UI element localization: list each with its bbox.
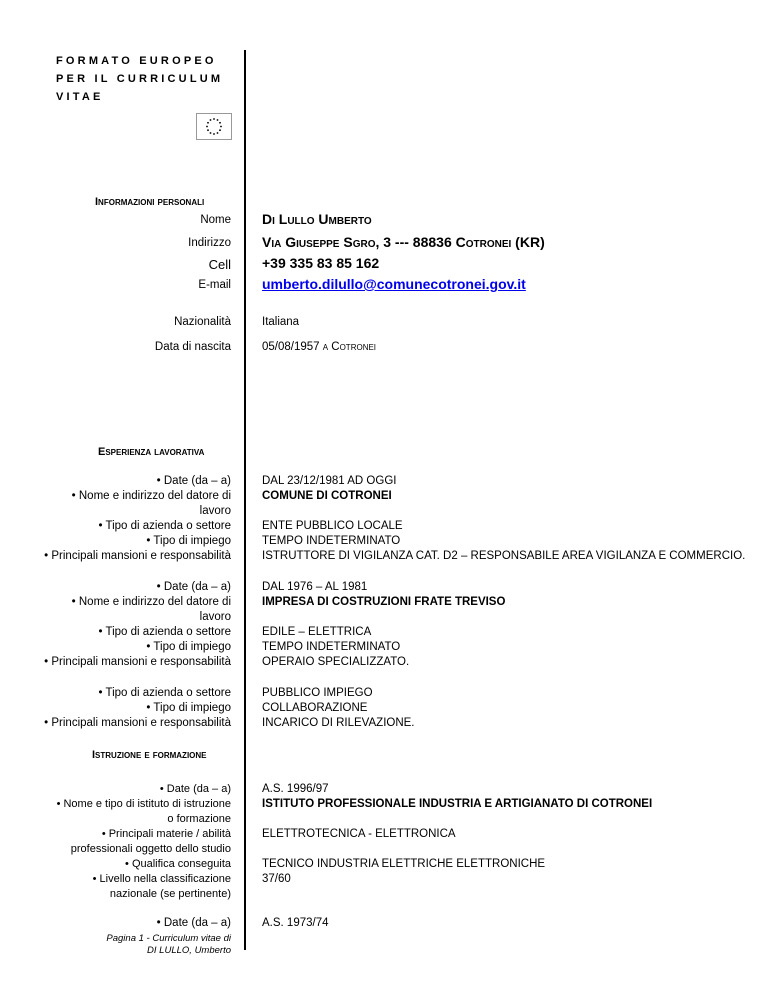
edu1-institute: ISTITUTO PROFESSIONALE INDUSTRIA E ARTIGIANATO DI COTRONEI [262,798,653,810]
label-level-2: nazionale (se pertinente) [109,888,231,900]
edu1-values [262,782,652,887]
label-level-1: • Livello nella classificazione [92,873,231,885]
edu2-date: A.S. 1973/74 [262,917,329,929]
cell-value: +39 335 83 85 162 [262,255,380,271]
job3-sector: PUBBLICO IMPIEGO [262,687,373,699]
job2-job-type: TEMPO INDETERMINATO [262,641,401,653]
title-line-2: PER IL CURRICULUM [56,73,224,85]
section-education-heading: Istruzione e formazione [92,749,207,761]
label-institute-2: o formazione [167,813,231,825]
label-sector: • Tipo di azienda o settore [98,687,231,699]
edu1-labels [57,782,231,902]
job2-duties: OPERAIO SPECIALIZZATO. [262,656,410,668]
footer-line-2: DI LULLO, Umberto [147,945,231,956]
job2-date: DAL 1976 – AL 1981 [262,581,368,593]
edu1-level: 37/60 [262,873,291,885]
cv-title [56,52,223,106]
job1-duties: ISTRUTTORE DI VIGILANZA CAT. D2 – RESPONSABILE AREA VIGILANZA E COMMERCIO. [262,550,746,562]
birth-value: 05/08/1957 a Cotronei [262,341,377,353]
label-sector: • Tipo di azienda o settore [98,520,231,532]
section-personal-heading: Informazioni personali [95,196,205,208]
label-employer-1: • Nome e indirizzo del datore di [71,490,231,502]
label-date: • Date (da – a) [156,581,231,593]
cell-label: Cell [208,257,231,272]
job2-employer: IMPRESA DI COSTRUZIONI FRATE TREVISO [262,596,506,608]
job1-values [262,474,745,564]
label-job-type: • Tipo di impiego [146,702,231,714]
label-subjects-2: professionali oggetto dello studio [70,843,231,855]
job3-values [262,686,415,731]
vertical-divider [244,50,246,950]
page-footer [106,933,231,957]
label-job-type: • Tipo di impiego [146,641,231,653]
address-value: Via Giuseppe Sgro, 3 --- 88836 Cotronei (KR) [262,234,545,250]
label-employer-2: lavoro [199,505,231,517]
label-duties: • Principali mansioni e responsabilità [44,550,231,562]
job1-sector: ENTE PUBBLICO LOCALE [262,520,403,532]
job3-labels [44,686,231,731]
footer-line-1: Pagina 1 - Curriculum vitae di [106,933,231,944]
email-link[interactable]: umberto.dilullo@comunecotronei.gov.it [262,276,526,292]
label-duties: • Principali mansioni e responsabilità [44,656,231,668]
label-date: • Date (da – a) [156,475,231,487]
label-sector: • Tipo di azienda o settore [98,626,231,638]
eu-flag-icon [196,113,232,140]
section-experience-heading: Esperienza lavorativa [98,446,205,458]
label-institute-1: • Nome e tipo di istituto di istruzione [56,798,231,810]
name-value: Di Lullo Umberto [262,211,372,227]
job3-duties: INCARICO DI RILEVAZIONE. [262,717,415,729]
edu1-subjects: ELETTROTECNICA - ELETTRONICA [262,828,456,840]
job1-job-type: TEMPO INDETERMINATO [262,535,401,547]
birth-label: Data di nascita [154,341,231,353]
label-job-type: • Tipo di impiego [146,535,231,547]
label-qualification: • Qualifica conseguita [125,858,231,870]
label-subjects-1: • Principali materie / abilità [101,828,231,840]
edu1-date: A.S. 1996/97 [262,783,329,795]
email-label: E-mail [198,279,231,291]
edu2-date-label: • Date (da – a) [156,917,231,929]
job1-date: DAL 23/12/1981 AD OGGI [262,475,397,487]
label-employer-2: lavoro [199,611,231,623]
job2-values [262,580,505,670]
name-label: Nome [200,214,231,226]
nationality-value: Italiana [262,316,300,328]
nationality-label: Nazionalità [174,316,231,328]
address-label: Indirizzo [188,237,231,249]
job2-labels [44,580,231,670]
job1-labels [44,474,231,564]
label-employer-1: • Nome e indirizzo del datore di [71,596,231,608]
job3-job-type: COLLABORAZIONE [262,702,368,714]
title-line-1: FORMATO EUROPEO [56,55,217,67]
label-date: • Date (da – a) [159,783,231,795]
title-line-3: VITAE [56,91,104,103]
job1-employer: COMUNE DI COTRONEI [262,490,392,502]
job2-sector: EDILE – ELETTRICA [262,626,372,638]
edu1-qualification: TECNICO INDUSTRIA ELETTRICHE ELETTRONICHE [262,858,546,870]
label-duties: • Principali mansioni e responsabilità [44,717,231,729]
